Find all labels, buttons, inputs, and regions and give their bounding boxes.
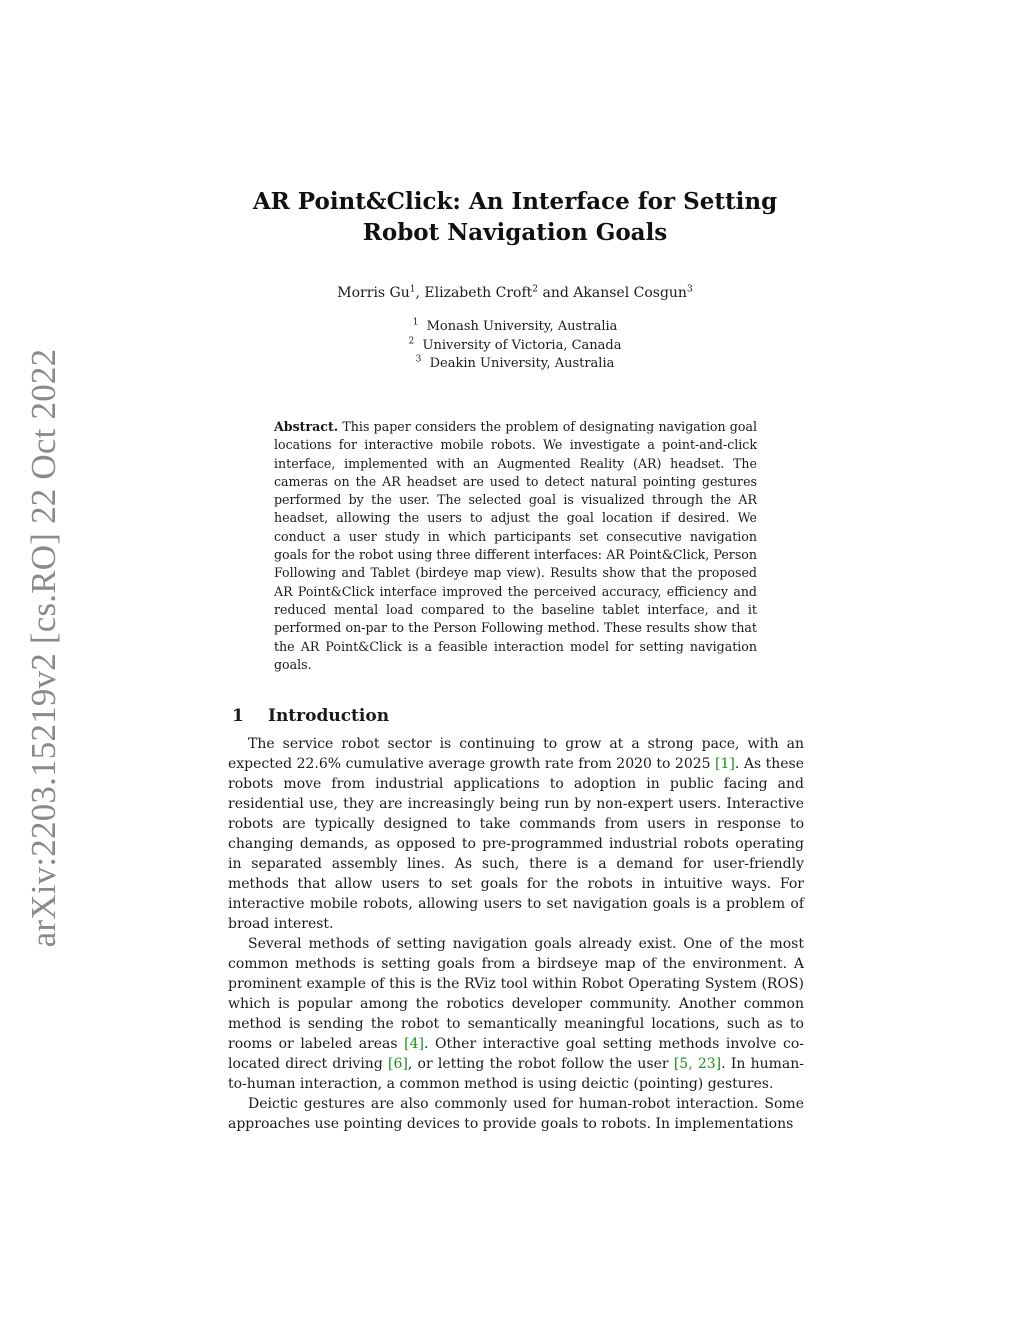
paragraph xyxy=(228,934,804,1094)
citation-link[interactable]: [6] xyxy=(388,1056,408,1072)
author-list xyxy=(228,284,802,302)
section-heading xyxy=(232,705,389,727)
citation-link[interactable]: [4] xyxy=(404,1036,425,1052)
paragraph-text: Deictic gestures are also commonly used for human-robot interaction. Some approaches use pointing devices to provide goals to robots. In implementations xyxy=(228,1096,804,1132)
body-text xyxy=(228,734,804,1134)
paragraph-text: . As these robots move from industrial applications to adoption in public facing and residential use, they are increasingly being run by non-expert users. Interactive robots are typically designed to take commands from users in response to changing demands, as opposed to pre-programmed industrial robots operating in separated assembly lines. As such, there is a demand for user-friendly methods that allow users to set goals for the robots in intuitive ways. For interactive mobile robots, allowing users to set navigation goals is a problem of broad interest. xyxy=(228,756,804,932)
author-separator: , xyxy=(415,285,425,301)
affiliation-mark: 3 xyxy=(415,354,422,365)
paragraph-text: The service robot sector is continuing to grow at a strong pace, with an expected 22.6% cumulative average growth rate from 2020 to 2025 xyxy=(228,736,804,772)
arxiv-identifier-stamp: arXiv:2203.15219v2 [cs.RO] 22 Oct 2022 xyxy=(24,348,63,948)
citation-link[interactable]: [5, 23] xyxy=(673,1056,722,1072)
affiliation-item xyxy=(228,318,802,337)
affiliation-mark: 3 xyxy=(686,284,693,295)
abstract xyxy=(274,418,757,674)
affiliation-mark: 1 xyxy=(412,317,419,328)
section-number: 1 xyxy=(232,706,244,726)
affiliation-name: Monash University, Australia xyxy=(426,319,618,334)
affiliation-item xyxy=(228,355,802,374)
paragraph-text: . Other interactive goal setting methods involve co-located direct driving xyxy=(228,1036,804,1072)
abstract-text: This paper considers the problem of designating navigation goal locations for interactive mobile robots. We investigate a point-and-click interface, implemented with an Augmented Reality (AR) headset. The cameras on the AR headset are used to detect natural pointing gestures performed by the user. The selected goal is visualized through the AR headset, allowing the users to adjust the goal location if desired. We conduct a user study in which participants set consecutive navigation goals for the robot using three different interfaces: AR Point&Click, Person Following and Tablet (birdeye map view). Results show that the proposed AR Point&Click interface improved the perceived accuracy, efficiency and reduced mental load compared to the baseline tablet interface, and it performed on-par to the Person Following method. These results show that the AR Point&Click is a feasible interaction model for setting navigation goals. xyxy=(274,419,757,672)
affiliation-mark: 2 xyxy=(408,336,415,347)
affiliation-mark: 1 xyxy=(409,284,416,295)
affiliation-item xyxy=(228,337,802,356)
author-name: Elizabeth Croft xyxy=(424,285,533,301)
affiliation-mark: 2 xyxy=(532,284,539,295)
paragraph xyxy=(228,734,804,934)
paper-title: AR Point&Click: An Interface for Setting Robot Navigation Goals xyxy=(252,188,778,246)
author-name: Morris Gu xyxy=(337,285,410,301)
affiliation-name: University of Victoria, Canada xyxy=(422,337,622,353)
citation-link[interactable]: [1] xyxy=(715,756,735,772)
affiliation-list xyxy=(228,318,802,374)
section-title: Introduction xyxy=(268,706,390,726)
author-name: Akansel Cosgun xyxy=(573,285,687,301)
paragraph-text: . In human-to-human interaction, a common method is using deictic (pointing) gestures. xyxy=(228,1056,804,1092)
affiliation-name: Deakin University, Australia xyxy=(429,356,615,371)
abstract-label: Abstract. xyxy=(274,419,339,434)
paragraph-text: Several methods of setting navigation goals already exist. One of the most common methods is setting goals from a birdseye map of the environment. A prominent example of this is the RViz tool within Robot Operating System (ROS) which is popular among the robotics developer community. Another common method is sending the robot to semantically meaningful locations, such as to rooms or labeled areas xyxy=(228,936,804,1052)
author-separator: and xyxy=(538,285,574,301)
paragraph-text: , or letting the robot follow the user xyxy=(407,1056,674,1072)
paragraph xyxy=(228,1094,804,1134)
